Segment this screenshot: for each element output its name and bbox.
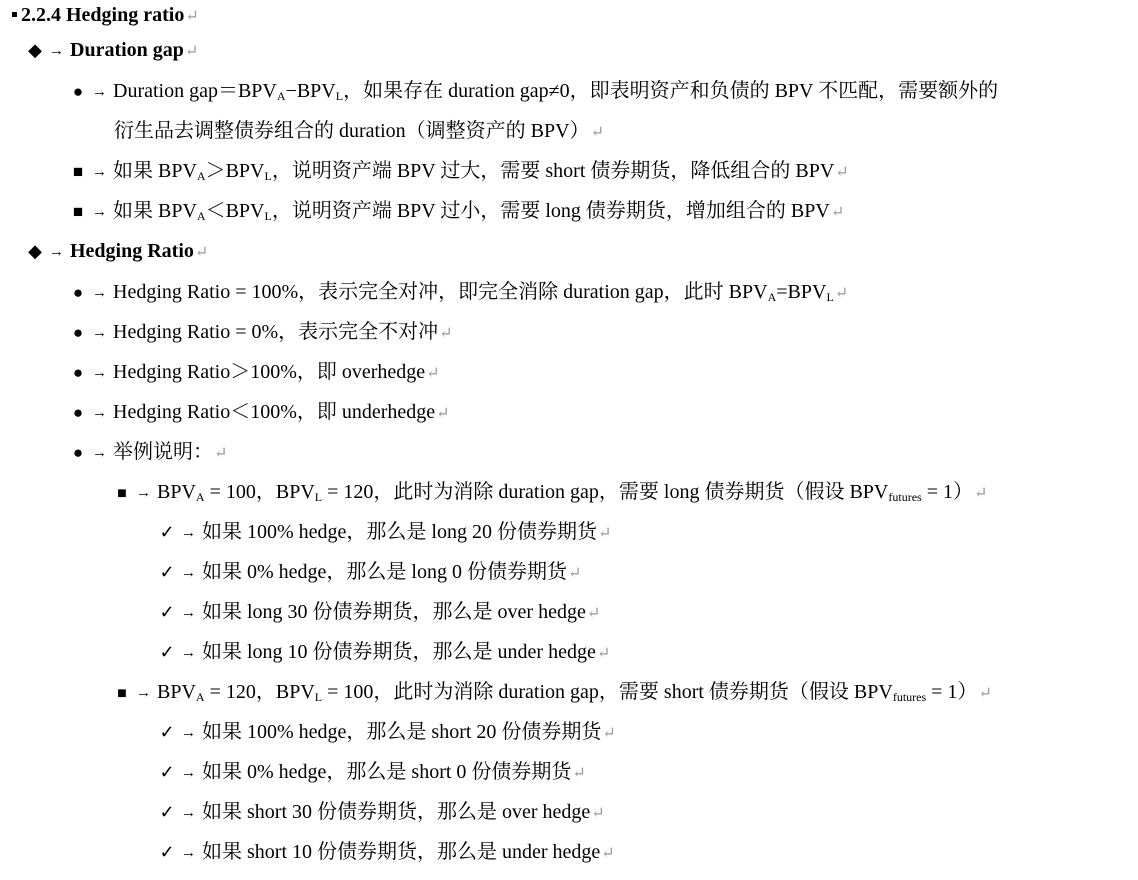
paragraph-mark-icon: ↵ — [835, 164, 849, 181]
example-item: ■ → $BPV_A = 120$，$BPV_L = 100$，此时为消除 duration gap，需要 short 债券期货（假设 $BPV_{futures}$ = 1）↵ — [112, 672, 992, 712]
paragraph-mark-icon: ↵ — [602, 725, 616, 742]
tab-arrow-icon: → — [92, 365, 107, 381]
list-item: ● → Hedging Ratio = 0%，表示完全不对冲↵ — [68, 312, 453, 352]
paragraph-mark-icon: ↵ — [214, 445, 228, 462]
list-item: ● → 举例说明：↵ — [68, 432, 227, 472]
tab-arrow-icon: → — [181, 525, 196, 541]
list-item: ✓ → 如果 short 30 份债券期货，那么是 over hedge↵ — [157, 792, 605, 832]
list-item: ● → Duration $gap=BPV_A-BPV_L$，如果存在 duration gap≠0，即表明资产和负债的 BPV 不匹配，需要额外的 — [68, 71, 998, 111]
check-bullet-icon: ✓ — [159, 522, 175, 542]
tab-arrow-icon: → — [92, 204, 107, 220]
duration-gap-heading: ◆ → Duration gap↵ — [25, 30, 198, 70]
paragraph-mark-icon: ↵ — [974, 485, 988, 502]
section-number: 2.2.4 — [21, 4, 61, 26]
section-title: Hedging ratio — [66, 4, 185, 26]
square-bullet-icon: ■ — [72, 202, 84, 221]
paragraph-mark-icon: ↵ — [439, 325, 453, 342]
tab-arrow-icon: → — [92, 445, 107, 461]
tab-arrow-icon: → — [181, 765, 196, 781]
list-item: ● → Hedging Ratio＜100%，即 underhedge↵ — [68, 392, 450, 432]
tab-arrow-icon: → — [49, 244, 64, 260]
paragraph-mark-icon: ↵ — [426, 365, 440, 382]
check-bullet-icon: ✓ — [159, 642, 175, 662]
square-bullet-icon: ■ — [72, 162, 84, 181]
paragraph-mark-icon: ↵ — [184, 43, 199, 60]
circle-bullet-icon: ● — [72, 283, 84, 302]
tab-arrow-icon: → — [181, 845, 196, 861]
tab-arrow-icon: → — [181, 605, 196, 621]
paragraph-mark-icon: ↵ — [834, 285, 849, 302]
tab-arrow-icon: → — [181, 565, 196, 581]
tab-arrow-icon: → — [92, 285, 107, 301]
paragraph-mark-icon: ↵ — [586, 605, 601, 622]
tab-arrow-icon: → — [92, 164, 107, 180]
square-bullet-icon: ■ — [117, 685, 127, 702]
tab-arrow-icon: → — [92, 325, 107, 341]
tab-arrow-icon: → — [181, 805, 196, 821]
list-item: ● → Hedging Ratio＞100%，即 overhedge↵ — [68, 352, 440, 392]
check-bullet-icon: ✓ — [159, 722, 175, 742]
circle-bullet-icon: ● — [72, 363, 84, 382]
list-item: ✓ → 如果 0% hedge，那么是 short 0 份债券期货↵ — [157, 752, 586, 792]
circle-bullet-icon: ● — [72, 323, 84, 342]
list-item: ✓ → 如果 0% hedge，那么是 long 0 份债券期货↵ — [157, 552, 581, 592]
check-bullet-icon: ✓ — [159, 602, 175, 622]
paragraph-mark-icon: ↵ — [596, 645, 611, 662]
list-item: ■ → 如果 $BPV_A>BPV_L$，说明资产端 BPV 过大，需要 short 债券期货，降低组合的 BPV↵ — [68, 151, 849, 191]
hedging-ratio-heading: ◆ → Hedging Ratio↵ — [25, 231, 208, 271]
diamond-bullet-icon: ◆ — [28, 241, 42, 261]
example-item: ■ → $BPV_A = 100$，$BPV_L = 120$，此时为消除 duration gap，需要 long 债券期货（假设 $BPV_{futures}$ = 1）↵ — [112, 472, 987, 512]
paragraph-mark-icon: ↵ — [597, 525, 612, 542]
tab-arrow-icon: → — [92, 84, 107, 100]
heading-bullet-icon — [12, 12, 17, 17]
list-item: ■ → 如果 $BPV_A<BPV_L$，说明资产端 BPV 过小，需要 long 债券期货，增加组合的 BPV↵ — [68, 191, 844, 231]
tab-arrow-icon: → — [136, 485, 151, 501]
paragraph-mark-icon: ↵ — [185, 8, 199, 25]
circle-bullet-icon: ● — [72, 82, 84, 101]
circle-bullet-icon: ● — [72, 403, 84, 422]
tab-arrow-icon: → — [181, 725, 196, 741]
tab-arrow-icon: → — [181, 645, 196, 661]
paragraph-mark-icon: ↵ — [830, 204, 845, 221]
list-item-continuation: 衍生品去调整债券组合的 duration（调整资产的 BPV）↵ — [114, 120, 604, 142]
paragraph-mark-icon: ↵ — [590, 124, 604, 141]
check-bullet-icon: ✓ — [159, 762, 175, 782]
list-item: ✓ → 如果 100% hedge，那么是 short 20 份债券期货↵ — [157, 712, 616, 752]
tab-arrow-icon: → — [92, 405, 107, 421]
paragraph-mark-icon: ↵ — [601, 845, 615, 862]
circle-bullet-icon: ● — [72, 443, 84, 462]
check-bullet-icon: ✓ — [159, 562, 175, 582]
diamond-bullet-icon: ◆ — [28, 40, 42, 60]
list-item: ● → Hedging Ratio = 100%，表示完全对冲，即完全消除 duration gap，此时 $BPV_A=BPV_L↵$ — [68, 272, 848, 312]
paragraph-mark-icon: ↵ — [591, 805, 605, 822]
paragraph-mark-icon: ↵ — [567, 565, 582, 582]
paragraph-mark-icon: ↵ — [978, 685, 992, 702]
square-bullet-icon: ■ — [117, 485, 127, 502]
tab-arrow-icon: → — [49, 43, 64, 59]
list-item: ✓ → 如果 100% hedge，那么是 long 20 份债券期货↵ — [157, 512, 611, 552]
paragraph-mark-icon: ↵ — [194, 244, 209, 261]
tab-arrow-icon: → — [136, 685, 151, 701]
paragraph-mark-icon: ↵ — [572, 765, 586, 782]
list-item: ✓ → 如果 long 30 份债券期货，那么是 over hedge↵ — [157, 592, 600, 632]
list-item: ✓ → 如果 long 10 份债券期货，那么是 under hedge↵ — [157, 632, 610, 672]
list-item: ✓ → 如果 short 10 份债券期货，那么是 under hedge↵ — [157, 832, 615, 872]
check-bullet-icon: ✓ — [159, 842, 175, 862]
paragraph-mark-icon: ↵ — [436, 405, 450, 422]
check-bullet-icon: ✓ — [159, 802, 175, 822]
